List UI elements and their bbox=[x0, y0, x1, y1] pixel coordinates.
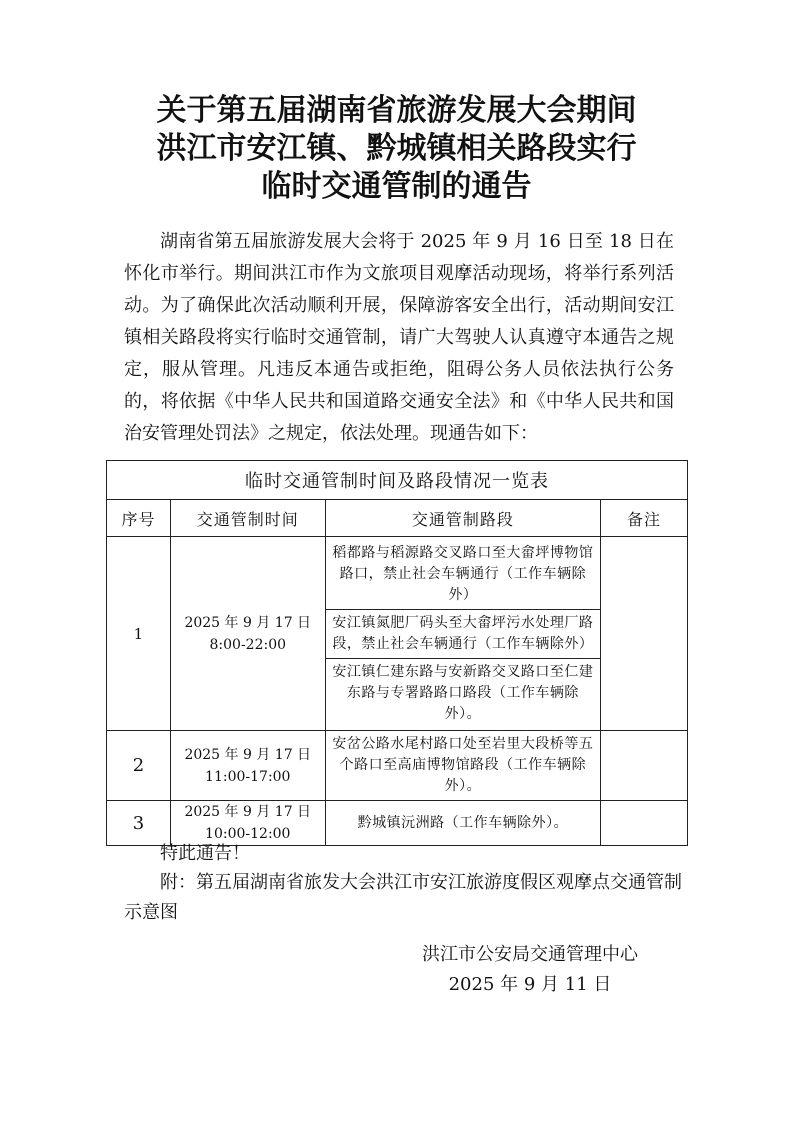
title-line-1: 关于第五届湖南省旅游发展大会期间 bbox=[156, 93, 637, 128]
signoff-org: 洪江市公安局交通管理中心 bbox=[422, 944, 638, 965]
road-item: 稻都路与稻源路交叉路口至大畲坪博物馆路口，禁止社会车辆通行（工作车辆除外） bbox=[326, 540, 600, 610]
row-note bbox=[601, 731, 688, 801]
attachment-note: 附：第五届湖南省旅发大会洪江市安江旅游度假区观摩点交通管制示意图 bbox=[124, 872, 682, 923]
signoff-date: 2025 年 9 月 11 日 bbox=[448, 974, 612, 995]
header-time: 交通管制时间 bbox=[170, 500, 325, 537]
road-item: 安江镇氮肥厂码头至大畲坪污水处理厂路段，禁止社会车辆通行（工作车辆除外） bbox=[326, 610, 600, 659]
row-note bbox=[601, 537, 688, 731]
title-line-3: 临时交通管制的通告 bbox=[261, 169, 532, 204]
road-item: 安江镇仁建东路与安新路交叉路口至仁建东路与专署路路口路段（工作车辆除外）。 bbox=[332, 663, 594, 722]
row-seq: 1 bbox=[107, 537, 171, 731]
row-seq: 3 bbox=[107, 801, 171, 846]
row-date: 2025 年 9 月 17 日 bbox=[184, 746, 312, 763]
row-time-range: 10:00-12:00 bbox=[205, 826, 291, 842]
row-time bbox=[170, 731, 325, 801]
road-item: 黔城镇沅洲路（工作车辆除外）。 bbox=[357, 814, 569, 831]
header-note: 备注 bbox=[601, 500, 688, 537]
notice-body: 湖南省第五届旅游发展大会将于 2025 年 9 月 16 日至 18 日在怀化市举行。期间洪江市作为文旅项目观摩活动现场，将举行系列活动。为了确保此次活动顺利开展，保障游客安全出行，活动期间安江镇相关路段将实行临时交通管制，请广大驾驶人认真遵守本通告之规定，服从管理。凡违反本通告或拒绝，阻碍公务人员依法执行公务的，将依据《中华人民共和国道路交通安全法》和《中华人民共和国治安管理处罚法》之规定，依法处理。现通告如下： bbox=[124, 231, 674, 444]
traffic-control-table bbox=[106, 460, 688, 846]
row-time bbox=[170, 537, 325, 731]
road-item: 安岔公路水尾村路口处至岩里大段桥等五个路口至高庙博物馆路段（工作车辆除外）。 bbox=[332, 736, 594, 794]
signoff bbox=[400, 940, 660, 1000]
row-roads bbox=[325, 537, 600, 731]
table-caption: 临时交通管制时间及路段情况一览表 bbox=[107, 461, 688, 500]
row-time-range: 11:00-17:00 bbox=[205, 768, 291, 785]
row-seq: 2 bbox=[107, 731, 171, 801]
row-roads bbox=[325, 731, 600, 801]
row-date: 2025 年 9 月 17 日 bbox=[184, 804, 312, 820]
row-time-range: 8:00-22:00 bbox=[209, 636, 287, 653]
header-seq: 序号 bbox=[107, 500, 171, 537]
header-roads: 交通管制路段 bbox=[325, 500, 600, 537]
closing-line: 特此通告！ bbox=[160, 843, 250, 864]
table-row bbox=[107, 731, 688, 801]
table-row bbox=[107, 537, 688, 731]
title-line-2: 洪江市安江镇、黔城镇相关路段实行 bbox=[156, 131, 637, 166]
row-date: 2025 年 9 月 17 日 bbox=[184, 614, 312, 631]
notice-title bbox=[0, 92, 793, 206]
